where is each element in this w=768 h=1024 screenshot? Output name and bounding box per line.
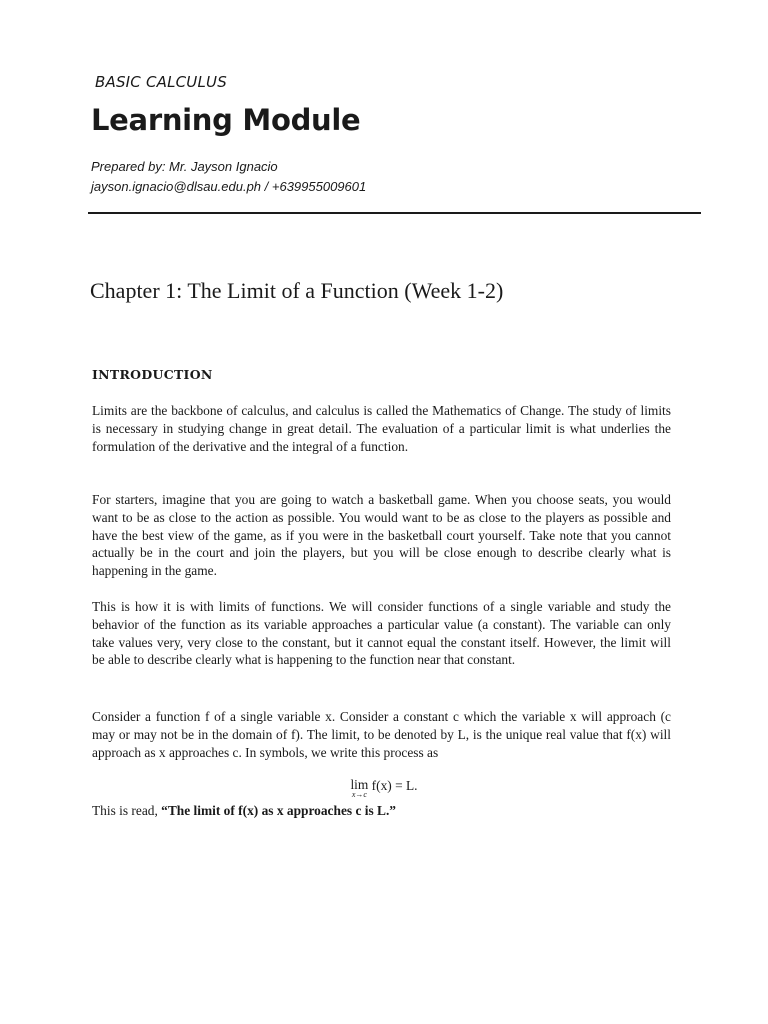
section-heading: INTRODUCTION	[92, 367, 213, 382]
header-divider	[88, 212, 701, 214]
paragraph-1: Limits are the backbone of calculus, and calculus is called the Mathematics of Change. The study of limits is necessary in studying change in great detail. The evaluation of a particular limit is what underlies the formulation of the derivative and the integral of a function.	[92, 403, 671, 454]
limit-subscript: x→c	[351, 790, 367, 799]
limit-expression: f(x) = L.	[371, 778, 418, 793]
module-title: Learning Module	[91, 103, 361, 137]
limit-label: lim	[350, 777, 369, 792]
subject-label: BASIC CALCULUS	[95, 73, 227, 91]
reading-prefix: This is read,	[92, 803, 162, 818]
paragraph-2: For starters, imagine that you are going to watch a basketball game. When you choose seats, you would want to be as close to the action as possible. You would want to be as close to the players as possible and have the best view of the game, as if you were in the basketball court yourself. Take note that you cannot actually be in the court and join the players, but you will be close enough to describe clearly what is happening in the game.	[92, 492, 671, 579]
reading-line	[92, 803, 396, 819]
prepared-by: Prepared by: Mr. Jayson Ignacio	[91, 159, 278, 174]
chapter-title: Chapter 1: The Limit of a Function (Week 1-2)	[90, 278, 504, 303]
paragraph-3: This is how it is with limits of functions. We will consider functions of a single variable and study the behavior of the function as its variable approaches a particular value (a constant). The variable can only take values very, very close to the constant, but it cannot equal the constant itself. However, the limit will be able to describe clearly what is happening to the function near that constant.	[92, 599, 671, 668]
contact-info: jayson.ignacio@dlsau.edu.ph / +639955009601	[91, 179, 367, 194]
reading-statement: “The limit of f(x) as x approaches c is L.”	[161, 803, 396, 818]
limit-formula	[0, 778, 768, 799]
limit-operator	[350, 778, 368, 799]
paragraph-4: Consider a function f of a single variable x. Consider a constant c which the variable x will approach (c may or may not be in the domain of f). The limit, to be denoted by L, is the unique real value that f(x) will approach as x approaches c. In symbols, we write this process as	[92, 709, 671, 760]
